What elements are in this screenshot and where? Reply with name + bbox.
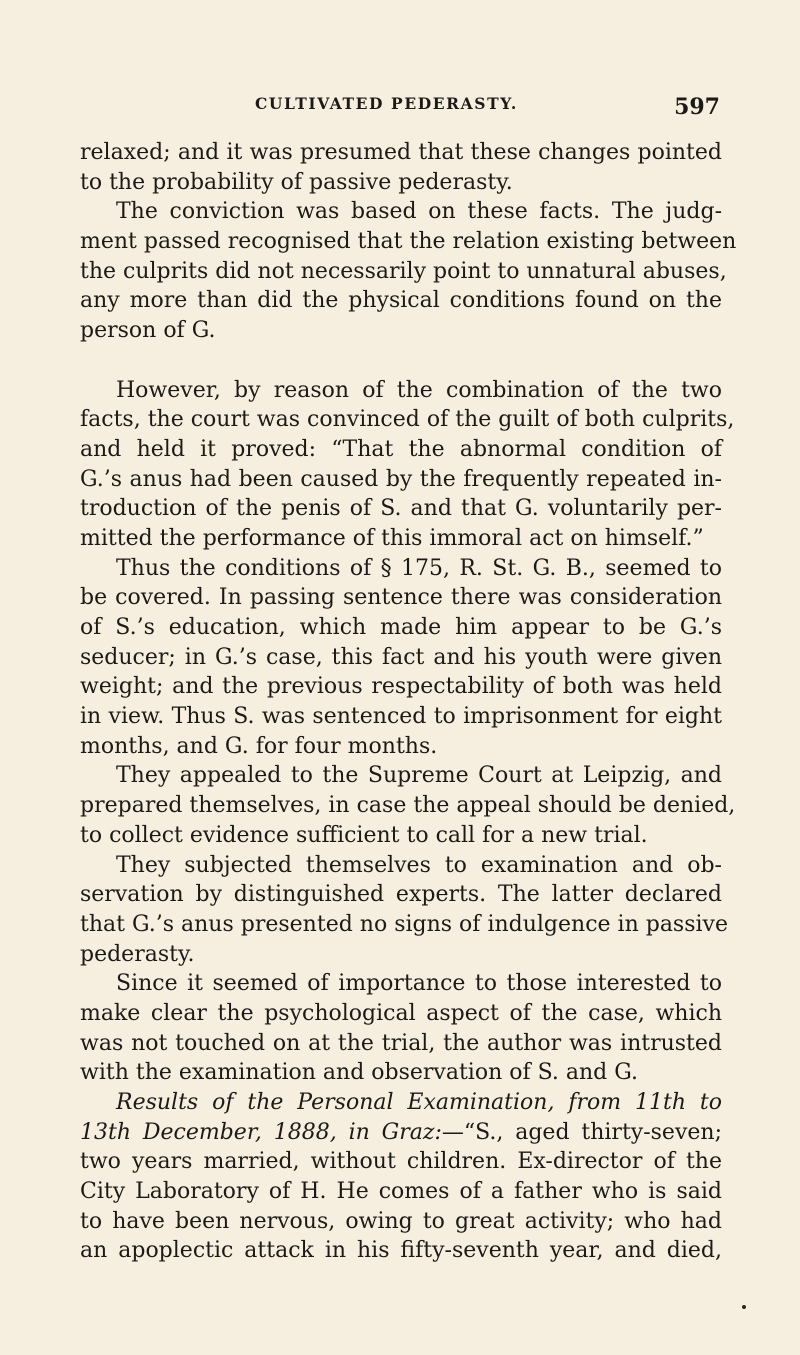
text-line: of S.’s education, which made him appear to be G.’s (80, 615, 722, 640)
text-line: troduction of the penis of S. and that G. voluntarily per- (80, 496, 722, 522)
text-line: G.’s anus had been caused by the frequently repeated in- (80, 466, 722, 492)
text-line: and held it proved: “That the abnormal condition of (80, 436, 722, 462)
text-line: that G.’s anus presented no signs of indulgence in passive (80, 911, 729, 937)
body-text (80, 138, 737, 1266)
text-line: person of G. (80, 318, 216, 344)
text-line: any more than did the physical conditions found on the (80, 288, 722, 314)
text-line: be covered. In passing sentence there was consideration (80, 585, 722, 611)
text-line: facts, the court was convinced of the guilt of both culprits, (80, 407, 735, 433)
text-line: They appealed to the Supreme Court at Leipzig, and (116, 763, 722, 789)
text-line: Thus the conditions of § 175, R. St. G. B., seemed to (116, 555, 722, 581)
text-line: However, by reason of the combination of the two (116, 377, 722, 403)
text-line: pederasty. (80, 941, 195, 967)
page-header (80, 94, 720, 124)
text-line: in view. Thus S. was sentenced to imprisonment for eight (80, 704, 722, 730)
text-line: with the examination and observation of S. and G. (80, 1060, 639, 1086)
text-line: to collect evidence sufficient to call for a new trial. (80, 822, 648, 848)
text-line: Since it seemed of importance to those interested to (116, 971, 722, 997)
text-line: City Laboratory of H. He comes of a father who is said (80, 1179, 722, 1205)
text-line: make clear the psychological aspect of the case, which (80, 1000, 722, 1026)
text-line: prepared themselves, in case the appeal should be denied, (80, 793, 736, 819)
text-line: seducer; in G.’s case, this fact and his youth were given (80, 644, 722, 670)
text-line: mitted the performance of this immoral act on himself.” (80, 525, 704, 551)
text-line: was not touched on at the trial, the author was intrusted (80, 1030, 722, 1056)
text-line: an apoplectic attack in his fifty-seventh year, and died, (80, 1238, 722, 1264)
text-line (80, 1118, 722, 1148)
ink-speck (742, 1305, 746, 1309)
section-heading-italic: Results of the Personal Examination, from 11th to (116, 1090, 722, 1115)
text-line (80, 1088, 722, 1118)
page-number: 597 (674, 94, 720, 120)
running-head: CULTIVATED PEDERASTY. (255, 94, 518, 113)
section-break (80, 346, 722, 376)
section-heading-italic: 13th December, 1888, in Graz: (80, 1119, 442, 1145)
text-line: months, and G. for four months. (80, 733, 438, 759)
text-line: relaxed; and it was presumed that these changes pointed (80, 140, 722, 165)
text-line: They subjected themselves to examination and ob- (116, 852, 722, 878)
text-line: to the probability of passive pederasty. (80, 169, 513, 195)
text-line: two years married, without children. Ex-director of the (80, 1149, 722, 1175)
text-line: ment passed recognised that the relation existing between (80, 229, 737, 255)
text-line: the culprits did not necessarily point to unnatural abuses, (80, 258, 727, 284)
text-line: The conviction was based on these facts. The judg- (116, 199, 722, 225)
text-line: servation by distinguished experts. The latter declared (80, 882, 722, 908)
text-line: to have been nervous, owing to great activity; who had (80, 1208, 722, 1234)
text-span: —“S., aged thirty-seven; (441, 1119, 722, 1145)
text-line: weight; and the previous respectability of both was held (80, 674, 722, 700)
